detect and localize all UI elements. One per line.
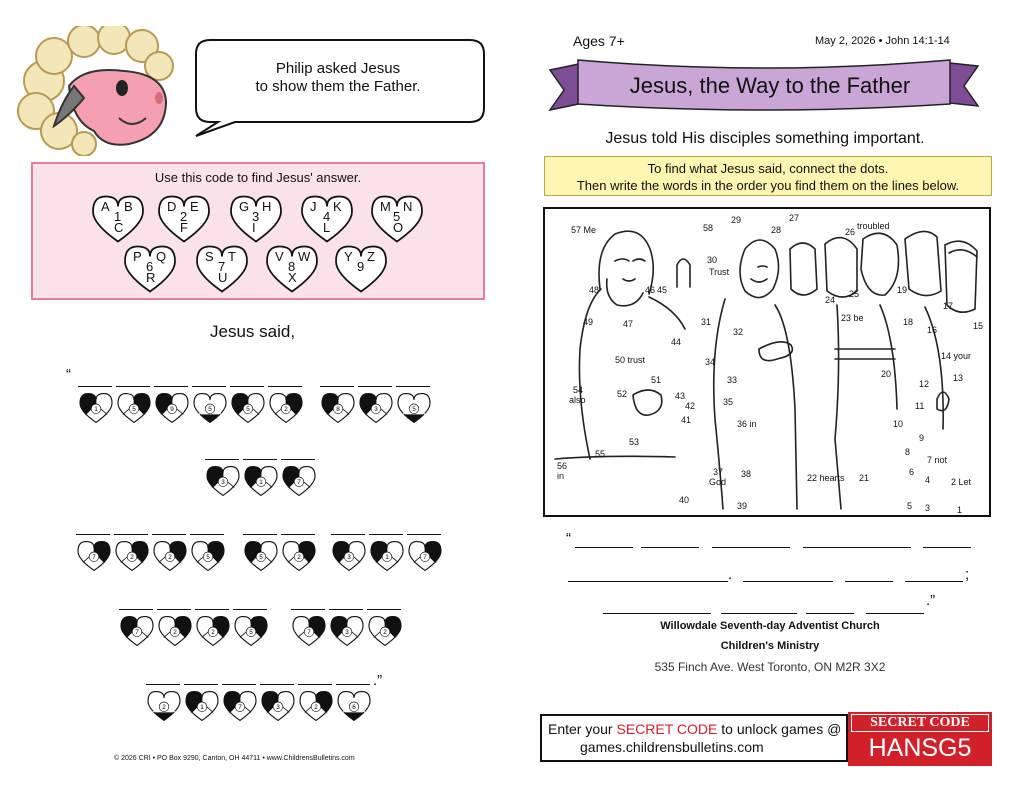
heart-left-letter: V bbox=[275, 249, 284, 264]
coded-heart bbox=[320, 392, 356, 429]
dot-label: 11 bbox=[915, 401, 925, 411]
dot-label: 24 bbox=[825, 295, 836, 305]
open-quote: “ bbox=[66, 366, 71, 383]
letter-blank[interactable] bbox=[336, 684, 370, 685]
dot-label: 20 bbox=[881, 369, 892, 379]
answer-period: . bbox=[728, 566, 733, 583]
dot-label: 30 bbox=[707, 255, 718, 265]
coded-heart bbox=[369, 540, 405, 577]
dot-label: 38 bbox=[741, 469, 752, 479]
coded-heart-number: 7 bbox=[297, 479, 301, 487]
heart-right-letter: N bbox=[403, 199, 413, 214]
stamp-label: SECRET CODE bbox=[851, 714, 989, 732]
date-reference: May 2, 2026 • John 14:1-14 bbox=[815, 35, 950, 47]
heart-bottom-letter: C bbox=[114, 220, 124, 235]
dot-label: 35 bbox=[723, 397, 734, 407]
heart-right-letter: Q bbox=[156, 249, 167, 264]
coded-heart bbox=[281, 465, 317, 502]
letter-blank[interactable] bbox=[281, 459, 315, 460]
letter-blank[interactable] bbox=[233, 609, 267, 610]
dot-label: 15 bbox=[973, 321, 984, 331]
dot-label: 50 trust bbox=[615, 355, 646, 365]
dot-label: in bbox=[557, 471, 565, 481]
dot-label: 10 bbox=[893, 419, 904, 429]
coded-heart-number: 2 bbox=[162, 704, 166, 712]
coded-heart bbox=[329, 615, 365, 652]
coded-heart-number: 2 bbox=[383, 629, 387, 637]
answer-blank[interactable] bbox=[712, 546, 790, 548]
coded-heart-number: 1 bbox=[385, 554, 389, 562]
coded-heart-number: 5 bbox=[412, 406, 416, 414]
prompt-pre: Enter your bbox=[548, 721, 617, 737]
coded-heart bbox=[260, 690, 296, 727]
letter-blank[interactable] bbox=[243, 534, 277, 535]
letter-blank[interactable] bbox=[184, 684, 218, 685]
letter-blank[interactable] bbox=[152, 534, 186, 535]
coded-heart-number: 2 bbox=[173, 629, 177, 637]
letter-blank[interactable] bbox=[190, 534, 224, 535]
dot-label: 37 bbox=[713, 467, 724, 477]
church-name: Willowdale Seventh-day Adventist Church bbox=[660, 620, 880, 632]
games-link[interactable]: games.childrensbulletins.com bbox=[580, 739, 764, 755]
letter-blank[interactable] bbox=[358, 386, 392, 387]
dot-label: 53 bbox=[629, 437, 640, 447]
letter-blank[interactable] bbox=[192, 386, 226, 387]
letter-blank[interactable] bbox=[260, 684, 294, 685]
dot-label: 8 bbox=[905, 447, 911, 457]
code-key-heart bbox=[367, 194, 427, 244]
coded-heart bbox=[146, 690, 182, 727]
coded-heart bbox=[291, 615, 327, 652]
coded-heart-number: 8 bbox=[336, 406, 340, 414]
heart-right-letter: Z bbox=[367, 249, 375, 264]
speech-bubble-text bbox=[200, 60, 476, 96]
answer-blank[interactable] bbox=[845, 580, 893, 582]
coded-heart bbox=[367, 615, 403, 652]
coded-heart bbox=[243, 540, 279, 577]
heart-right-letter: K bbox=[333, 199, 342, 214]
letter-blank[interactable] bbox=[205, 459, 239, 460]
coded-heart-number: 3 bbox=[374, 406, 378, 414]
dot-label: 21 bbox=[859, 473, 870, 483]
instructions-line-1: To find what Jesus said, connect the dots. bbox=[647, 161, 889, 176]
answer-blank[interactable] bbox=[866, 612, 924, 614]
dot-label: 45 bbox=[657, 285, 668, 295]
answer-blank[interactable] bbox=[806, 612, 854, 614]
coded-heart bbox=[358, 392, 394, 429]
dot-label: 1 bbox=[957, 505, 963, 515]
coded-heart-number: 2 bbox=[211, 629, 215, 637]
disciples-drawing bbox=[545, 209, 989, 515]
ministry-name: Children's Ministry bbox=[720, 640, 820, 652]
dot-label: 22 hearts bbox=[807, 473, 845, 483]
heart-left-letter: S bbox=[205, 249, 214, 264]
dot-label: 28 bbox=[771, 225, 782, 235]
heart-number: 1 bbox=[114, 209, 122, 224]
code-key-heart bbox=[331, 244, 391, 294]
heart-left-letter: D bbox=[167, 199, 177, 214]
code-key-heart bbox=[262, 244, 322, 294]
letter-blank[interactable] bbox=[119, 609, 153, 610]
heart-left-letter: G bbox=[239, 199, 250, 214]
coded-heart-number: 3 bbox=[347, 554, 351, 562]
code-key-heart bbox=[192, 244, 252, 294]
letter-blank[interactable] bbox=[291, 609, 325, 610]
dot-label: 39 bbox=[737, 501, 748, 511]
coded-heart bbox=[336, 690, 372, 727]
code-key-heart bbox=[120, 244, 180, 294]
subtitle: Jesus told His disciples something important. bbox=[605, 130, 925, 147]
church-address: 535 Finch Ave. West Toronto, ON M2R 3X2 bbox=[654, 660, 886, 674]
heart-right-letter: E bbox=[190, 199, 199, 214]
dot-label: 18 bbox=[903, 317, 914, 327]
dot-label: 12 bbox=[919, 379, 930, 389]
coded-heart bbox=[222, 690, 258, 727]
dot-label: 40 bbox=[679, 495, 690, 505]
dot-label: 16 bbox=[927, 325, 938, 335]
dot-label: 6 bbox=[909, 467, 915, 477]
heart-bottom-letter: L bbox=[323, 220, 331, 235]
coded-heart-number: 2 bbox=[284, 406, 288, 414]
heart-number: 2 bbox=[180, 209, 188, 224]
coded-heart-number: 1 bbox=[94, 406, 98, 414]
answer-semicolon: ; bbox=[965, 566, 970, 583]
coded-heart bbox=[298, 690, 334, 727]
dot-label: 43 bbox=[675, 391, 686, 401]
heart-number: 5 bbox=[393, 209, 401, 224]
answer-blank[interactable] bbox=[721, 612, 797, 614]
page-title: Jesus, the Way to the Father bbox=[629, 73, 911, 98]
heart-number: 8 bbox=[288, 259, 296, 274]
coded-heart bbox=[233, 615, 269, 652]
heart-bottom-letter: U bbox=[218, 270, 228, 285]
dot-label: 49 bbox=[583, 317, 594, 327]
coded-heart-number: 3 bbox=[221, 479, 225, 487]
prompt-post: to unlock games @ bbox=[717, 721, 842, 737]
dot-label: 42 bbox=[685, 401, 696, 411]
secret-code-prompt bbox=[548, 721, 841, 737]
coded-heart bbox=[190, 540, 226, 577]
dot-label: 44 bbox=[671, 337, 682, 347]
letter-blank[interactable] bbox=[78, 386, 112, 387]
letter-blank[interactable] bbox=[320, 386, 354, 387]
coded-heart bbox=[78, 392, 114, 429]
secret-code-value: HANSG5 bbox=[868, 734, 972, 762]
coded-heart-number: 5 bbox=[132, 406, 136, 414]
coded-heart bbox=[152, 540, 188, 577]
code-key-heart bbox=[226, 194, 286, 244]
heart-left-letter: M bbox=[380, 199, 391, 214]
answer-close-quote: .” bbox=[926, 592, 936, 609]
answer-blank[interactable] bbox=[923, 546, 971, 548]
dot-label: 14 your bbox=[941, 351, 972, 361]
letter-blank[interactable] bbox=[407, 534, 441, 535]
coded-heart bbox=[281, 540, 317, 577]
dot-label: 33 bbox=[727, 375, 738, 385]
dot-label: 25 bbox=[849, 289, 860, 299]
coded-heart bbox=[192, 392, 228, 429]
heart-number: 9 bbox=[357, 259, 365, 274]
coded-heart bbox=[243, 465, 279, 502]
answer-blank[interactable] bbox=[575, 546, 633, 548]
dot-label: 34 bbox=[705, 357, 716, 367]
coded-heart-number: 2 bbox=[297, 554, 301, 562]
coded-heart-number: 7 bbox=[307, 629, 311, 637]
coded-heart-number: 7 bbox=[423, 554, 427, 562]
dot-label: 27 bbox=[789, 213, 800, 223]
coded-heart bbox=[195, 615, 231, 652]
heart-right-letter: H bbox=[262, 199, 272, 214]
dot-label: 2 Let bbox=[951, 477, 972, 487]
dot-label: troubled bbox=[857, 221, 890, 231]
dot-label: 26 bbox=[845, 227, 856, 237]
dot-label: 5 bbox=[907, 501, 913, 511]
dot-label: 51 bbox=[651, 375, 662, 385]
coded-heart bbox=[154, 392, 190, 429]
coded-heart bbox=[268, 392, 304, 429]
coded-heart bbox=[76, 540, 112, 577]
heart-left-letter: P bbox=[133, 249, 142, 264]
heart-number: 6 bbox=[146, 259, 154, 274]
letter-blank[interactable] bbox=[146, 684, 180, 685]
coded-heart-number: 7 bbox=[238, 704, 242, 712]
dot-label: God bbox=[709, 477, 727, 487]
coded-heart bbox=[396, 392, 432, 429]
letter-blank[interactable] bbox=[76, 534, 110, 535]
coded-heart bbox=[205, 465, 241, 502]
answer-blank[interactable] bbox=[568, 580, 728, 582]
dot-label: 54 bbox=[573, 385, 584, 395]
answer-blank[interactable] bbox=[743, 580, 833, 582]
heart-bottom-letter: I bbox=[252, 220, 256, 235]
letter-blank[interactable] bbox=[367, 609, 401, 610]
heart-right-letter: B bbox=[124, 199, 133, 214]
heart-bottom-letter: O bbox=[393, 220, 404, 235]
coded-heart bbox=[184, 690, 220, 727]
speech-line-2: to show them the Father. bbox=[255, 78, 421, 95]
coded-heart-number: 9 bbox=[170, 406, 174, 414]
dot-label: 9 bbox=[919, 433, 925, 443]
speech-line-1: Philip asked Jesus bbox=[275, 60, 401, 77]
dot-label: 47 bbox=[623, 319, 634, 329]
dot-label: 17 bbox=[943, 301, 954, 311]
dot-label: 4 bbox=[925, 475, 931, 485]
dot-label: 36 in bbox=[737, 419, 757, 429]
dot-label: 31 bbox=[701, 317, 712, 327]
prompt-secret-code: SECRET CODE bbox=[616, 721, 718, 737]
heart-bottom-letter: F bbox=[180, 220, 188, 235]
answer-open-quote: “ bbox=[566, 530, 571, 547]
letter-blank[interactable] bbox=[281, 534, 315, 535]
letter-blank[interactable] bbox=[114, 534, 148, 535]
coded-heart bbox=[116, 392, 152, 429]
heart-right-letter: T bbox=[228, 249, 236, 264]
heart-number: 4 bbox=[323, 209, 331, 224]
letter-blank[interactable] bbox=[369, 534, 403, 535]
coded-heart-number: 5 bbox=[208, 406, 212, 414]
dot-label: 19 bbox=[897, 285, 908, 295]
coded-heart-number: 2 bbox=[314, 704, 318, 712]
dot-label: 32 bbox=[733, 327, 744, 337]
coded-heart-number: 1 bbox=[200, 704, 204, 712]
coded-heart-number: 7 bbox=[135, 629, 139, 637]
code-key-heart bbox=[154, 194, 214, 244]
code-key-heart bbox=[88, 194, 148, 244]
letter-blank[interactable] bbox=[329, 609, 363, 610]
letter-blank[interactable] bbox=[243, 459, 277, 460]
dot-label: 52 bbox=[617, 389, 628, 399]
coded-heart-number: 2 bbox=[130, 554, 134, 562]
coded-heart-number: 5 bbox=[206, 554, 210, 562]
coded-heart-number: 2 bbox=[168, 554, 172, 562]
dot-label: 7 not bbox=[927, 455, 948, 465]
coded-heart bbox=[407, 540, 443, 577]
dot-label: 56 bbox=[557, 461, 568, 471]
dot-label: Trust bbox=[709, 267, 730, 277]
coded-heart bbox=[114, 540, 150, 577]
answer-blank[interactable] bbox=[803, 546, 911, 548]
coded-heart-number: 3 bbox=[345, 629, 349, 637]
dot-label: 48 bbox=[589, 285, 600, 295]
heart-left-letter: A bbox=[101, 199, 110, 214]
letter-blank[interactable] bbox=[268, 386, 302, 387]
close-quote: .” bbox=[373, 672, 383, 689]
heart-number: 3 bbox=[252, 209, 260, 224]
dot-label: 57 Me bbox=[571, 225, 597, 235]
code-key-heart bbox=[297, 194, 357, 244]
letter-blank[interactable] bbox=[298, 684, 332, 685]
code-key-title: Use this code to find Jesus' answer. bbox=[154, 170, 362, 185]
letter-blank[interactable] bbox=[116, 386, 150, 387]
dot-label: 55 bbox=[595, 449, 606, 459]
coded-heart bbox=[230, 392, 266, 429]
heart-right-letter: W bbox=[298, 249, 311, 264]
heart-left-letter: Y bbox=[344, 249, 353, 264]
letter-blank[interactable] bbox=[331, 534, 365, 535]
coded-heart bbox=[157, 615, 193, 652]
letter-blank[interactable] bbox=[157, 609, 191, 610]
heart-bottom-letter: R bbox=[146, 270, 156, 285]
dot-label: 29 bbox=[731, 215, 742, 225]
letter-blank[interactable] bbox=[222, 684, 256, 685]
coded-heart-number: 1 bbox=[259, 479, 263, 487]
coded-heart-number: 3 bbox=[276, 704, 280, 712]
letter-blank[interactable] bbox=[396, 386, 430, 387]
coded-heart-number: 7 bbox=[92, 554, 96, 562]
letter-blank[interactable] bbox=[195, 609, 229, 610]
answer-blank[interactable] bbox=[603, 612, 711, 614]
dot-label: 3 bbox=[925, 503, 931, 513]
letter-blank[interactable] bbox=[154, 386, 188, 387]
coded-heart-number: 5 bbox=[246, 406, 250, 414]
coded-heart-number: 5 bbox=[259, 554, 263, 562]
dot-label: 58 bbox=[703, 223, 714, 233]
coded-heart bbox=[119, 615, 155, 652]
answer-blank[interactable] bbox=[905, 580, 963, 582]
jesus-said-label: Jesus said, bbox=[210, 322, 296, 341]
coded-heart-number: 6 bbox=[352, 704, 356, 712]
connect-the-dots-frame bbox=[543, 207, 991, 517]
dot-label: 23 be bbox=[841, 313, 864, 323]
dot-label: 13 bbox=[953, 373, 964, 383]
heart-left-letter: J bbox=[310, 199, 317, 214]
dot-label: also bbox=[569, 395, 586, 405]
heart-bottom-letter: X bbox=[288, 270, 297, 285]
sheep-illustration bbox=[14, 26, 179, 156]
dot-label: 41 bbox=[681, 415, 692, 425]
instructions-line-2: Then write the words in the order you find them on the lines below. bbox=[576, 178, 960, 193]
coded-heart bbox=[331, 540, 367, 577]
dot-label: 46 bbox=[645, 285, 656, 295]
coded-heart-number: 5 bbox=[249, 629, 253, 637]
heart-number: 7 bbox=[218, 259, 226, 274]
answer-blank[interactable] bbox=[641, 546, 699, 548]
copyright-footer: © 2026 CRI • PO Box 9290, Canton, OH 44711 • www.ChildrensBulletins.com bbox=[114, 755, 355, 762]
letter-blank[interactable] bbox=[230, 386, 264, 387]
age-label: Ages 7+ bbox=[573, 33, 625, 49]
